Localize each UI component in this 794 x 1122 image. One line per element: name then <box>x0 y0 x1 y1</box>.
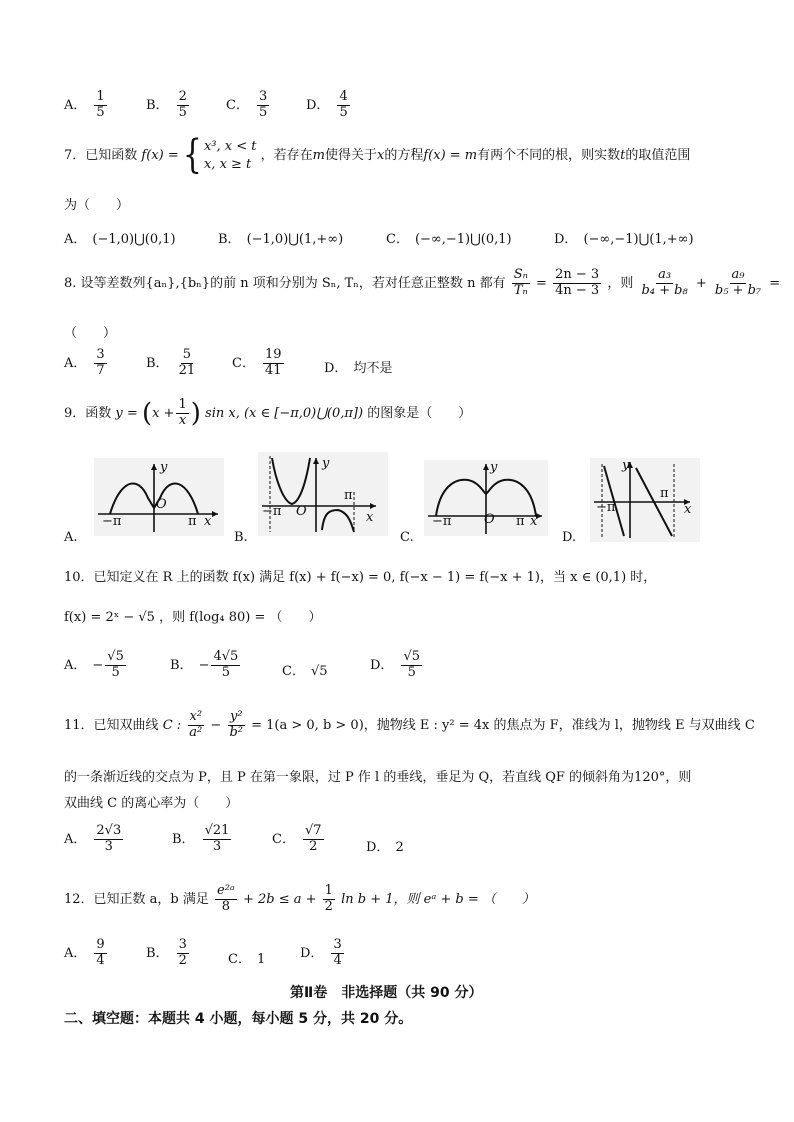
q12-option-a: A． $\frac{9}{4}$ <box>64 937 105 968</box>
q6-option-c: C． $\frac{3}{5}$ <box>226 89 268 120</box>
graph-b-x: x <box>366 510 374 525</box>
graph-c-pi: π <box>516 514 525 529</box>
q11-option-b: B． $\frac{√21}{3}$ <box>172 823 230 854</box>
q8-option-d: D． 均不是 <box>324 361 393 376</box>
q9-option-b: B. <box>234 530 248 545</box>
graph-a-pi: π <box>188 514 197 529</box>
q12-option-c: C． 1 <box>228 952 266 967</box>
graph-a-x: x <box>204 514 212 529</box>
q10-stem-line2: f(x) = 2ˣ − √5 ，则 f(log₄ 80) = （ ） <box>64 610 322 625</box>
q10-option-a: A． − $\frac{√5}{5}$ <box>64 649 124 680</box>
graph-b-negpi: −π <box>262 504 282 519</box>
q9-stem: 9．函数 y = (x + $\frac{1}{x}$ ) sin x, (x ∈ [−π,0)⋃(0,π]) 的图象是（ ） <box>64 397 472 429</box>
q7-option-a: A． (−1,0)⋃(0,1) <box>64 232 176 247</box>
section-title: 第Ⅱ卷 非选择题（共 90 分） <box>290 985 483 1001</box>
q7-option-c: C． (−∞,−1)⋃(0,1) <box>386 232 512 247</box>
q11-stem-line3: 双曲线 C 的离心率为（ ） <box>64 796 239 811</box>
q11-option-c: C． $\frac{√7}{2}$ <box>272 823 322 854</box>
q7-stem: 7．已知函数 f(x) = { x³, x < t x, x ≥ t ，若存在m使得关于x的方程f(x) = m有两个不同的根，则实数t的取值范围 <box>64 132 691 178</box>
graph-a-negpi: −π <box>102 514 122 529</box>
graph-d-pi: π <box>660 486 669 501</box>
graph-c-negpi: −π <box>432 514 452 529</box>
graph-c-y: y <box>490 460 498 475</box>
q8-option-b: B． $\frac{5}{21}$ <box>146 347 196 378</box>
q11-option-d: D． 2 <box>366 840 404 855</box>
graph-b-o: O <box>296 504 307 519</box>
q7-stem-line2: 为（ ） <box>64 198 130 213</box>
q12-stem: 12．已知正数 a，b 满足 $\frac{\text{e²ᵃ}}{8}$ + 2b ≤ a + $\frac{1}{2}$ ln b + 1，则 eᵃ + b = （ ） <box>64 883 535 914</box>
graph-a-y: y <box>160 460 168 475</box>
q11-stem-line2: 的一条渐近线的交点为 P，且 P 在第一象限，过 P 作 l 的垂线，垂足为 Q，若直线 QF 的倾斜角为120°，则 <box>64 770 692 785</box>
graph-a-o: O <box>156 497 167 512</box>
q11-option-a: A． $\frac{2√3}{3}$ <box>64 823 122 854</box>
graph-b-y: y <box>322 456 330 471</box>
graph-c-x: x <box>530 514 538 529</box>
q9-option-a: A. <box>64 530 78 545</box>
q7-option-b: B． (−1,0)⋃(1,+∞) <box>218 232 344 247</box>
graph-d-x: x <box>684 502 692 517</box>
q8-stem: 8. 设等差数列{aₙ},{bₙ}的前 n 项和分别为 Sₙ, Tₙ，若对任意正整数 n 都有 $\frac{\text{Sₙ}}{\text{Tₙ}}$ = $\frac{2n - 3}{4n - 3}$ ，则 $\frac{\text{a₃}}{\text{b₄ + b₈}}$ + $\frac{\text{a₉}}{\text{b₅ + b₇}}$ = <box>64 267 781 298</box>
q6-option-d: D． $\frac{4}{5}$ <box>306 89 348 120</box>
q8-stem-line2: （ ） <box>64 326 117 341</box>
q12-option-d: D． $\frac{3}{4}$ <box>300 937 342 968</box>
graph-b-pi: π <box>344 488 353 503</box>
q10-stem: 10．已知定义在 R 上的函数 f(x) 满足 f(x) + f(−x) = 0, f(−x − 1) = f(−x + 1)，当 x ∈ (0,1) 时， <box>64 570 657 585</box>
q10-option-c: C． √5 <box>282 664 328 679</box>
q7-option-d: D． (−∞,−1)⋃(1,+∞) <box>554 232 694 247</box>
graph-d-y: y <box>622 458 630 473</box>
q6-option-b: B． $\frac{2}{5}$ <box>146 89 187 120</box>
part2-heading: 二、填空题：本题共 4 小题，每小题 5 分，共 20 分。 <box>64 1011 413 1027</box>
q8-option-c: C． $\frac{19}{41}$ <box>232 347 282 378</box>
q9-option-d: D. <box>562 530 577 545</box>
q6-option-a: A． $\frac{1}{5}$ <box>64 89 105 120</box>
q11-stem: 11．已知双曲线 C : $\frac{\text{x²}}{\text{a²}}$ − $\frac{\text{y²}}{\text{b²}}$ = 1(a > 0, b > 0)，抛物线 E : y² = 4x 的焦点为 F，准线为 l，抛物线 E 与双曲线 C <box>64 709 755 740</box>
q10-option-b: B． − $\frac{4√5}{5}$ <box>170 649 239 680</box>
graph-d-negpi: −π <box>596 500 616 515</box>
q9-option-c: C. <box>400 530 414 545</box>
graph-c-o: O <box>484 512 495 527</box>
q8-option-a: A． $\frac{3}{7}$ <box>64 347 105 378</box>
q12-option-b: B． $\frac{3}{2}$ <box>146 937 187 968</box>
q10-option-d: D． $\frac{√5}{5}$ <box>370 649 420 680</box>
